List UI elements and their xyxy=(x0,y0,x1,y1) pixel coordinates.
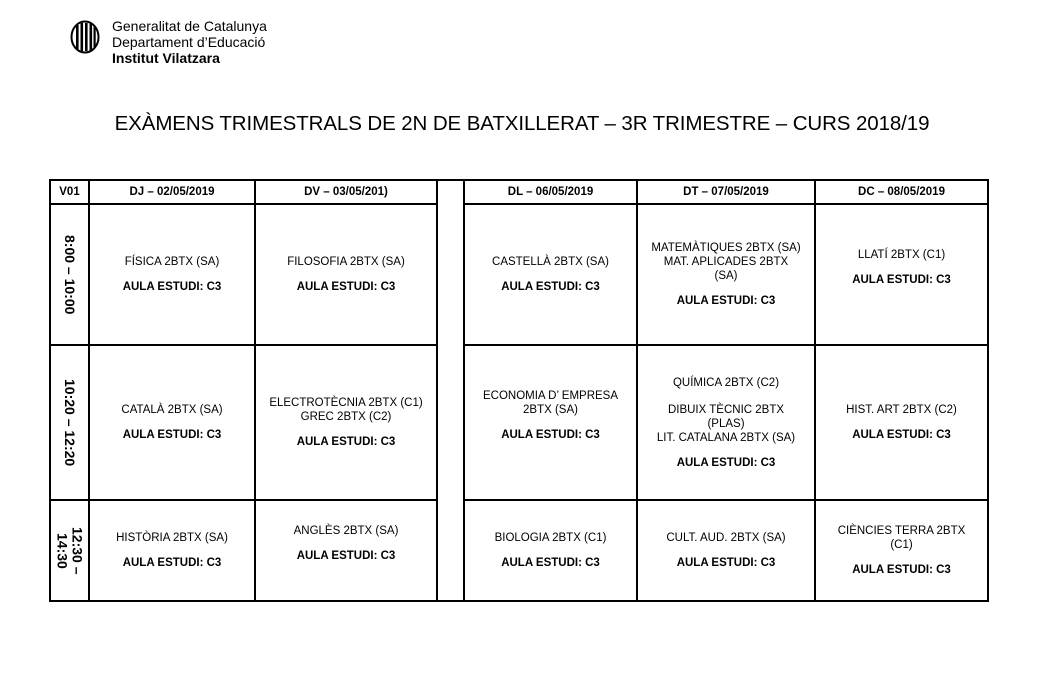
table-row xyxy=(50,345,988,500)
generalitat-logo-icon xyxy=(70,20,100,54)
exam-cell: ELECTROTÈCNIA 2BTX (C1) GREC 2BTX (C2) AULA ESTUDI: C3 xyxy=(255,345,437,500)
institute-name: Institut Vilatzara xyxy=(112,50,220,66)
org-name: Generalitat de Catalunya xyxy=(112,18,267,34)
exam-cell: CIÈNCIES TERRA 2BTX (C1) AULA ESTUDI: C3 xyxy=(815,500,988,601)
exam-cell: QUÍMICA 2BTX (C2) DIBUIX TÈCNIC 2BTX (PLAS) LIT. CATALANA 2BTX (SA) AULA ESTUDI: C3 xyxy=(637,345,815,500)
header xyxy=(70,18,267,66)
day-header: DL – 06/05/2019 xyxy=(464,180,637,204)
time-slot: 10:20 – 12:20 xyxy=(50,345,89,500)
exam-cell: MATEMÀTIQUES 2BTX (SA) MAT. APLICADES 2BTX (SA) AULA ESTUDI: C3 xyxy=(637,204,815,345)
table-row xyxy=(50,204,988,345)
exam-cell: ECONOMIA D’ EMPRESA 2BTX (SA) AULA ESTUDI: C3 xyxy=(464,345,637,500)
time-slot: 12:30 – 14:30 xyxy=(50,500,89,601)
exam-cell: CULT. AUD. 2BTX (SA) AULA ESTUDI: C3 xyxy=(637,500,815,601)
gap-column xyxy=(437,180,464,601)
version-label: V01 xyxy=(50,180,89,204)
exam-cell: ANGLÈS 2BTX (SA) AULA ESTUDI: C3 xyxy=(255,500,437,601)
day-header: DT – 07/05/2019 xyxy=(637,180,815,204)
exam-cell: FÍSICA 2BTX (SA) AULA ESTUDI: C3 xyxy=(89,204,255,345)
exam-cell: FILOSOFIA 2BTX (SA) AULA ESTUDI: C3 xyxy=(255,204,437,345)
department-name: Departament d’Educació xyxy=(112,34,266,50)
time-slot: 8:00 – 10:00 xyxy=(50,204,89,345)
header-row xyxy=(50,180,988,204)
page-title: EXÀMENS TRIMESTRALS DE 2N DE BATXILLERAT – 3R TRIMESTRE – CURS 2018/19 xyxy=(114,112,930,135)
organization-block xyxy=(112,18,267,66)
day-header: DJ – 02/05/2019 xyxy=(89,180,255,204)
exam-cell: HIST. ART 2BTX (C2) AULA ESTUDI: C3 xyxy=(815,345,988,500)
exam-schedule-table xyxy=(49,179,989,602)
exam-cell: CASTELLÀ 2BTX (SA) AULA ESTUDI: C3 xyxy=(464,204,637,345)
day-header: DC – 08/05/2019 xyxy=(815,180,988,204)
exam-cell: HISTÒRIA 2BTX (SA) AULA ESTUDI: C3 xyxy=(89,500,255,601)
exam-cell: CATALÀ 2BTX (SA) AULA ESTUDI: C3 xyxy=(89,345,255,500)
day-header: DV – 03/05/201) xyxy=(255,180,437,204)
table-row xyxy=(50,500,988,601)
exam-cell: LLATÍ 2BTX (C1) AULA ESTUDI: C3 xyxy=(815,204,988,345)
exam-cell: BIOLOGIA 2BTX (C1) AULA ESTUDI: C3 xyxy=(464,500,637,601)
